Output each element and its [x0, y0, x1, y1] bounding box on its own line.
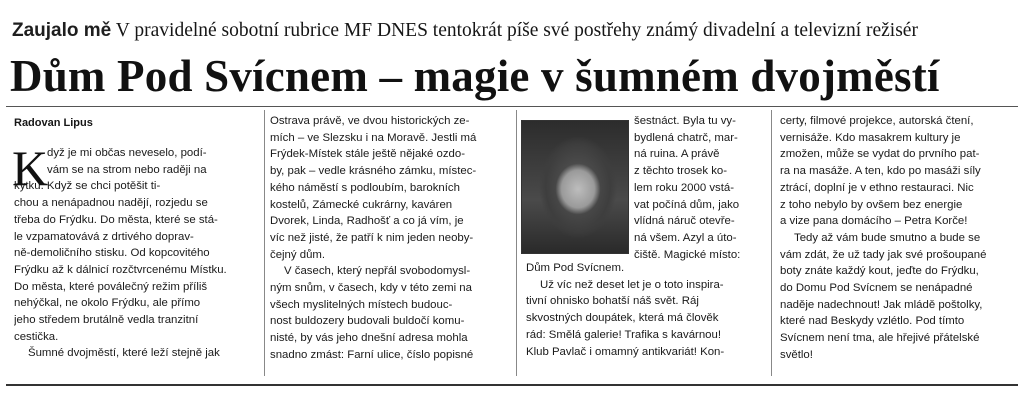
text-line: jeho středem brutálně vedla tranzitní — [14, 314, 199, 327]
text-line: ně-demoličního stisku. Od kopcovitého — [14, 247, 210, 260]
article-column-1 — [12, 140, 256, 362]
text-line: tivní ohnisko bohatší náš svět. Ráj — [526, 295, 699, 308]
text-line: cestička. — [14, 330, 59, 343]
text-line: by, pak – vedle krásného zámku, místec- — [270, 165, 477, 178]
text-line: Ostrava právě, ve dvou historických ze- — [270, 115, 470, 127]
text-line: Tedy až vám bude smutno a bude se — [794, 231, 981, 244]
text-line: čejný dům. — [270, 248, 326, 261]
text-line: ra na masáže. A ten, kdo po masáži síly — [780, 165, 981, 178]
text-line: Klub Pavlač i omamný antikvariát! Kon- — [526, 345, 725, 358]
text-line: boty znáte každý kout, jeďte do Frýdku, — [780, 265, 979, 278]
author-photo — [521, 120, 629, 254]
text-line: naděje nadechnout! Jak mládě poštolky, — [780, 298, 983, 311]
article-column-4 — [780, 113, 1016, 364]
text-line: rád: Smělá galerie! Trafika s kavárnou! — [526, 328, 721, 341]
text-line: lem roku 2000 vstá- — [634, 181, 735, 194]
text-line: Do města, které poválečný režim příliš — [14, 280, 208, 293]
text-line: z těchto trosek ko- — [634, 165, 728, 178]
kicker — [12, 18, 1012, 44]
text-line: světlo! — [780, 348, 813, 361]
text-line: kého náměstí s podloubím, barokních — [270, 181, 460, 194]
text-line: le vzpamatovává z drtivého doprav- — [14, 230, 194, 243]
text-line: z toho nebylo by ovšem bez energie — [780, 198, 963, 211]
text-line: nehýčkal, ne okolo Frýdku, ale přímo — [14, 297, 201, 310]
text-line: Frýdek-Místek stále ještě nějaké ozdo- — [270, 148, 465, 161]
dropcap: K — [12, 140, 49, 196]
text-line: šestnáct. Byla tu vy- — [634, 115, 736, 127]
top-rule — [6, 106, 1018, 107]
article-column-3-top — [634, 113, 760, 263]
text-line: čiště. Magické místo: — [634, 248, 741, 261]
text-line: vlídná náruč otevře- — [634, 215, 735, 228]
text-line: V časech, který nepřál svobodomysl- — [284, 265, 471, 278]
text-line: Svícnem není tma, ale hřejivé přátelské — [780, 332, 980, 345]
text-line: třeba do Frýdku. Do města, které se stá- — [14, 213, 218, 226]
text-line: Dvorek, Linda, Radhošť a co já vím, je — [270, 215, 464, 228]
text-line: do Domu Pod Svícnem se nenápadné — [780, 282, 973, 295]
text-line: snadno zmást: Farní ulice, číslo popisné — [270, 348, 474, 361]
text-line: všech myslitelných místech budouc- — [270, 298, 453, 311]
byline: Radovan Lipus — [14, 117, 93, 129]
text-line: nisté, by vás jeho dnešní adresa mohla — [270, 332, 468, 345]
text-line: kytku. Když se chci potěšit ti- — [14, 180, 161, 193]
text-line: mích – ve Slezsku i na Moravě. Jestli má — [270, 131, 477, 144]
text-line: víc než jisté, že patří k nim jeden neoby- — [270, 231, 474, 244]
text-line: ná ruina. A právě — [634, 148, 720, 161]
text-line: Šumné dvojměstí, které leží stejně jak — [28, 347, 220, 360]
text-line: skvostných doupátek, která má člověk — [526, 312, 719, 325]
column-divider — [264, 110, 265, 376]
article-column-3-bottom — [526, 260, 764, 360]
kicker-text: V pravidelné sobotní rubrice MF DNES tentokrát píše své postřehy známý divadelní a televizní režisér — [115, 20, 918, 41]
text-line: zmožen, může se vydat do prvního pat- — [780, 148, 980, 161]
text-line: chou a nenápadnou nadějí, rozjedu se — [14, 197, 208, 210]
rubric-label: Zaujalo mě — [12, 20, 112, 41]
text-line: nost buldozery budovali buldočí komu- — [270, 315, 465, 328]
column-divider — [771, 110, 772, 376]
text-line: ztrácí, doplní je v ethno restauraci. Nic — [780, 181, 974, 194]
text-line: kostelů, Zámecké cukrárny, kaváren — [270, 198, 453, 211]
text-line: Frýdku až k dálnicí rozčtvrcenému Místku. — [14, 263, 227, 276]
text-line: vat počíná dům, jako — [634, 198, 740, 211]
bottom-rule — [6, 384, 1018, 386]
text-line: bydlená chatrč, mar- — [634, 131, 738, 144]
text-line: vernisáže. Kdo masakrem kultury je — [780, 131, 961, 144]
text-line: Dům Pod Svícnem. — [526, 262, 625, 274]
article-column-2 — [270, 113, 508, 364]
text-line: Už víc než deset let je o toto inspira- — [540, 278, 724, 291]
text-line: dyž je mi občas neveselo, podí- — [47, 147, 207, 159]
text-line: certy, filmové projekce, autorská čtení, — [780, 115, 974, 127]
text-line: vám se na strom nebo raději na — [47, 163, 207, 176]
headline: Dům Pod Svícnem – magie v šumném dvojměstí — [10, 51, 940, 101]
text-line: ným snům, v časech, kdy v této zemi na — [270, 282, 472, 295]
text-line: vám zdát, že už tady jak své prošoupané — [780, 248, 987, 261]
text-line: ná všem. Azyl a úto- — [634, 231, 737, 244]
text-line: které nad Beskydy vzlétlo. Pod tímto — [780, 315, 965, 328]
column-divider — [516, 110, 517, 376]
text-line: a vize pana domácího – Petra Korče! — [780, 215, 968, 228]
